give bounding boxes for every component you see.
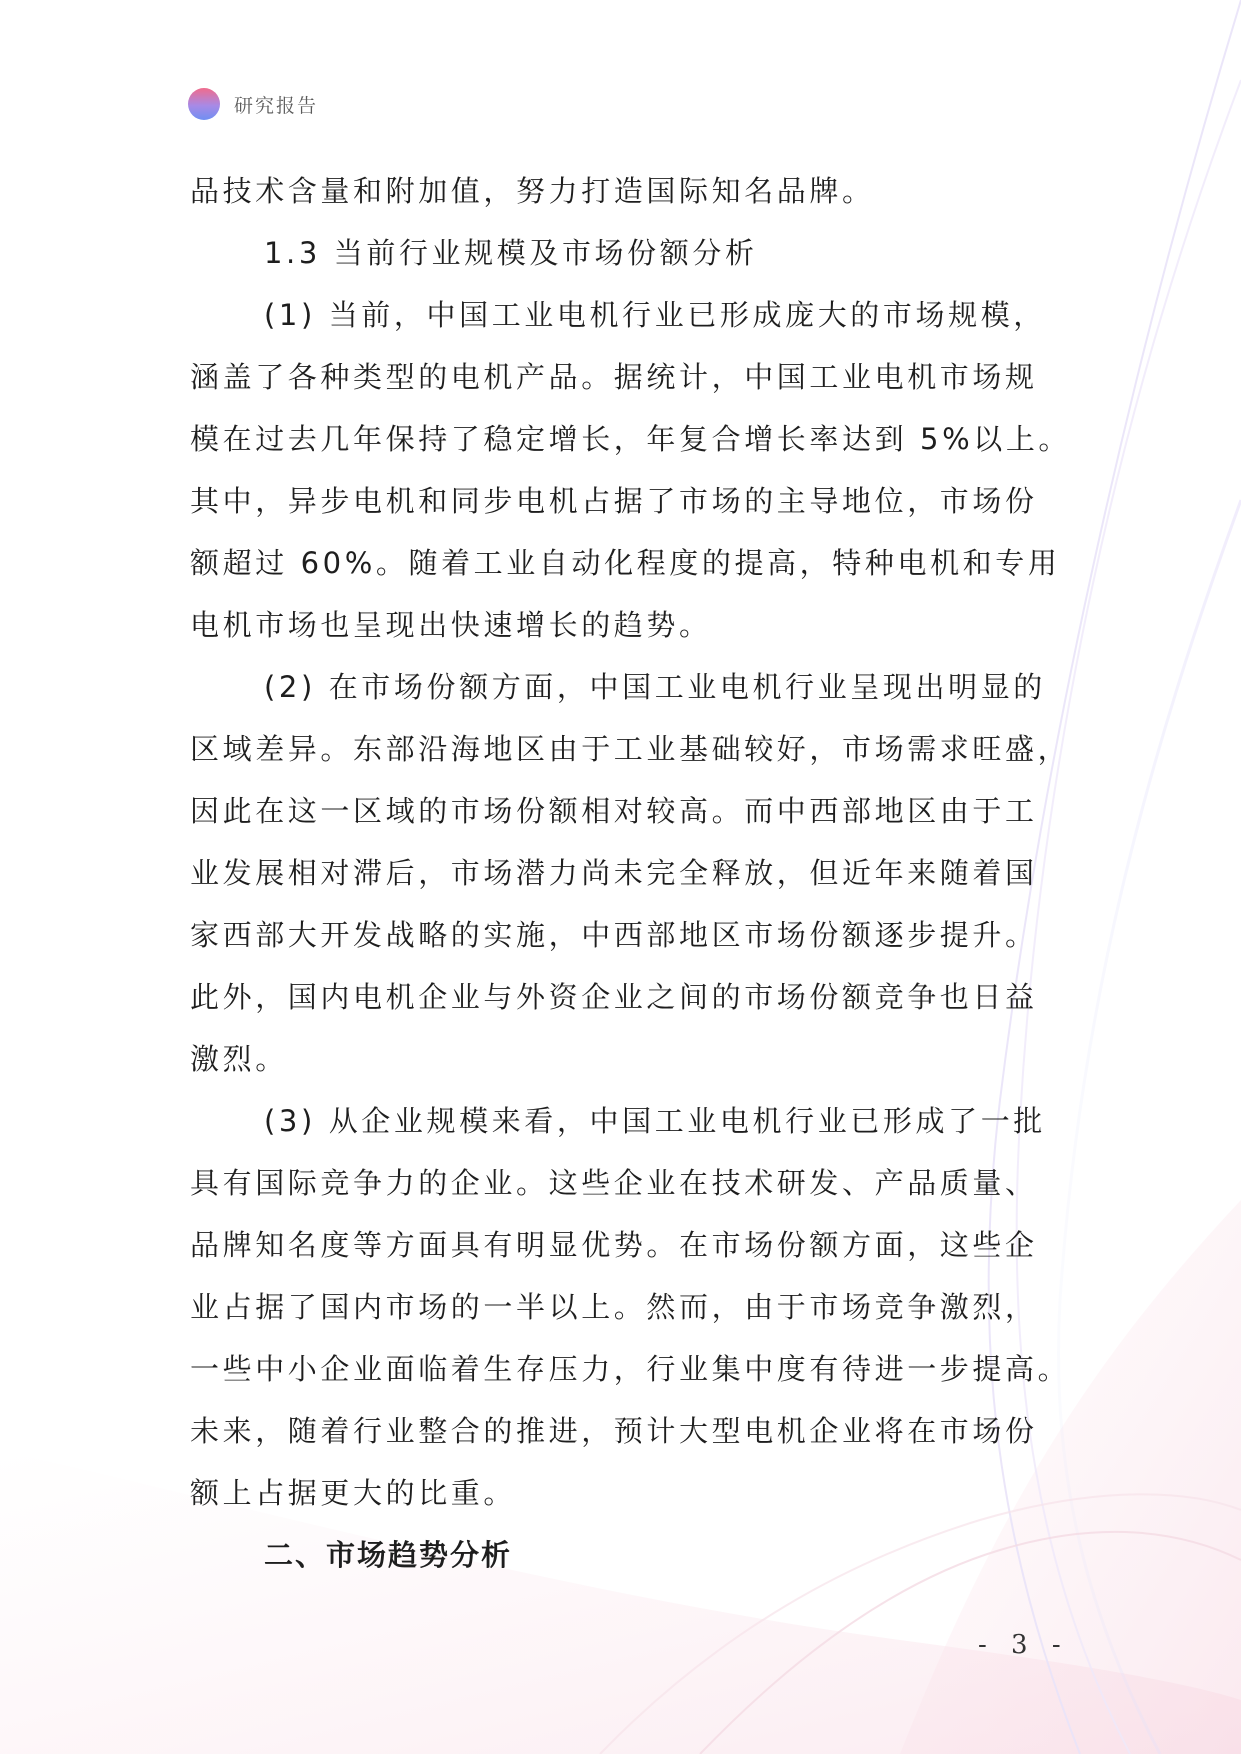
text-line: 业发展相对滞后，市场潜力尚未完全释放，但近年来随着国 [190,856,1038,890]
text-line: (3) 从企业规模来看，中国工业电机行业已形成了一批 [264,1104,1046,1138]
text-line: 模在过去几年保持了稳定增长，年复合增长率达到 5%以上。 [190,422,1072,456]
text-line: 涵盖了各种类型的电机产品。据统计，中国工业电机市场规 [190,360,1038,394]
text-line: (2) 在市场份额方面，中国工业电机行业呈现出明显的 [264,670,1046,704]
text-line: 未来，随着行业整合的推进，预计大型电机企业将在市场份 [190,1414,1038,1448]
text-line: 一些中小企业面临着生存压力，行业集中度有待进一步提高。 [190,1352,1071,1386]
text-line: 区域差异。东部沿海地区由于工业基础较好，市场需求旺盛， [190,732,1071,766]
text-line: 具有国际竞争力的企业。这些企业在技术研发、产品质量、 [190,1166,1038,1200]
text-line: (1) 当前，中国工业电机行业已形成庞大的市场规模， [264,298,1046,332]
header-label: 研究报告 [234,94,319,117]
section-heading-2: 二、市场趋势分析 [264,1538,513,1572]
text-line: 额超过 60%。随着工业自动化程度的提高，特种电机和专用 [190,546,1061,580]
text-line: 此外，国内电机企业与外资企业之间的市场份额竞争也日益 [190,980,1038,1014]
text-line: 激烈。 [190,1042,288,1076]
text-line: 因此在这一区域的市场份额相对较高。而中西部地区由于工 [190,794,1038,828]
page-number: - 3 - [978,1630,1069,1660]
report-header [188,88,318,120]
document-body [190,160,1070,1586]
text-line: 其中，异步电机和同步电机占据了市场的主导地位，市场份 [190,484,1038,518]
logo-icon [188,88,220,120]
text-line: 品技术含量和附加值，努力打造国际知名品牌。 [190,174,875,208]
section-heading-1-3: 1.3 当前行业规模及市场份额分析 [264,236,758,270]
text-line: 家西部大开发战略的实施，中西部地区市场份额逐步提升。 [190,918,1038,952]
text-line: 额上占据更大的比重。 [190,1476,517,1510]
text-line: 品牌知名度等方面具有明显优势。在市场份额方面，这些企 [190,1228,1038,1262]
text-line: 电机市场也呈现出快速增长的趋势。 [190,608,712,642]
text-line: 业占据了国内市场的一半以上。然而，由于市场竞争激烈， [190,1290,1038,1324]
